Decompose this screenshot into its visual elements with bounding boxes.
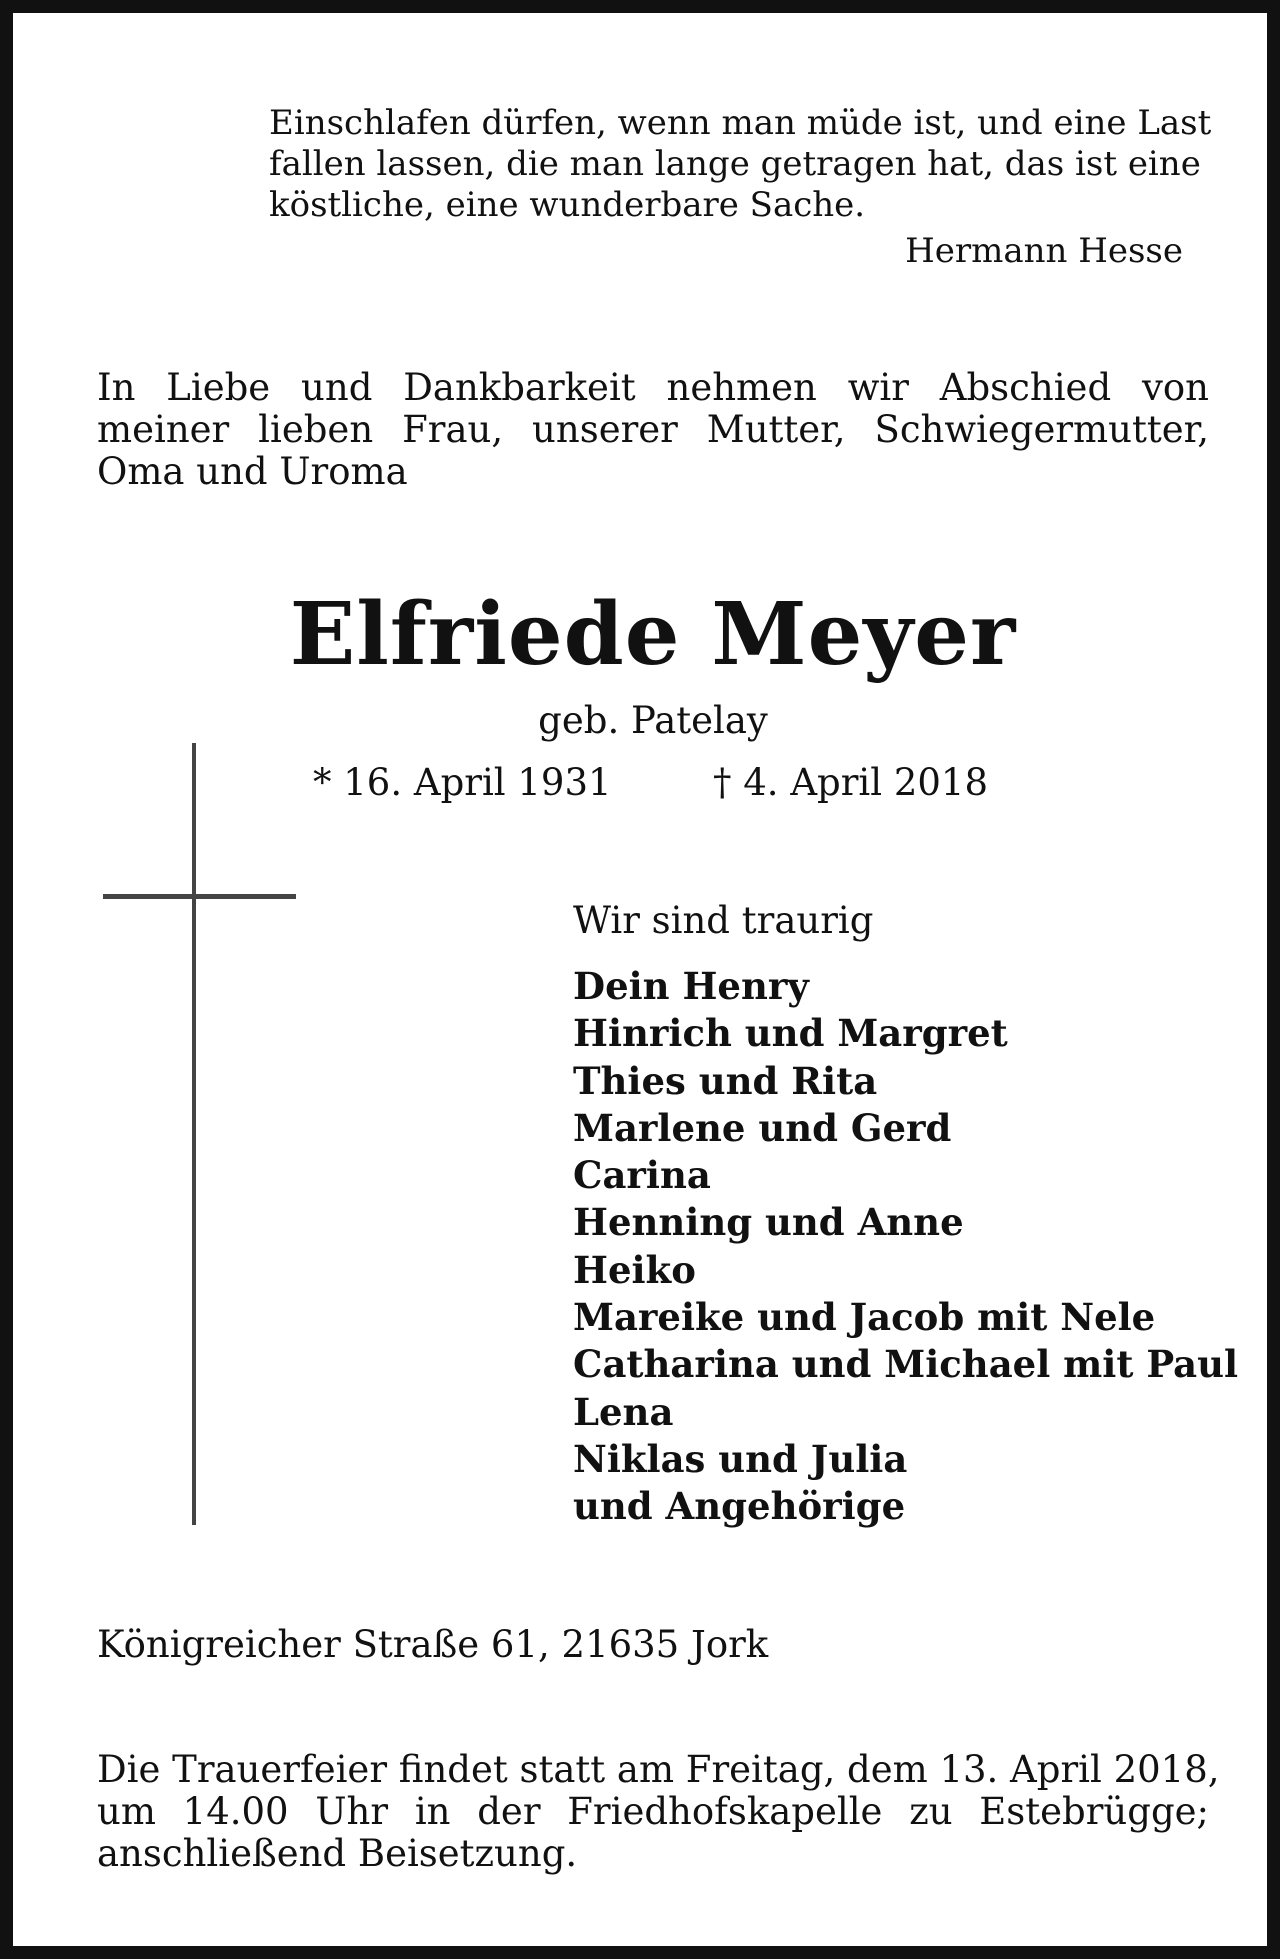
quote-line: köstliche, eine wunderbare Sache. [269, 185, 866, 225]
quote-line: Einschlafen dürfen, wenn man müde ist, und eine Last [269, 103, 1212, 143]
cross-horizontal-bar [103, 894, 296, 899]
mourner-name: Thies und Rita [573, 1058, 878, 1103]
mourner-name: Dein Henry [573, 964, 809, 1008]
quote-author: Hermann Hesse [905, 231, 1183, 271]
service-line: um 14.00 Uhr in der Friedhofskapelle zu Estebrügge; [97, 1790, 1209, 1833]
farewell-intro [97, 367, 1209, 493]
service-line: Die Trauerfeier findet statt am Freitag, dem 13. April 2018, [97, 1748, 1220, 1791]
quote-line: fallen lassen, die man lange getragen hat, das ist eine [269, 144, 1201, 184]
mourners-intro: Wir sind traurig [573, 899, 874, 942]
death-date: † 4. April 2018 [713, 761, 989, 804]
mourner-name: Mareike und Jacob mit Nele [573, 1295, 1156, 1340]
cross-vertical-bar [192, 743, 196, 1525]
farewell-intro-line: meiner lieben Frau, unserer Mutter, Schwiegermutter, [97, 408, 1209, 451]
deceased-name: Elfriede Meyer [289, 584, 1017, 685]
mourners-list [573, 963, 1238, 1531]
service-line: anschließend Beisetzung. [97, 1832, 578, 1875]
mourner-name: Catharina und Michael mit Paul [573, 1342, 1239, 1387]
mourner-name: und Angehörige [573, 1484, 906, 1529]
mourner-name: Hinrich und Margret [573, 1011, 1008, 1056]
mourner-name: Marlene und Gerd [573, 1105, 952, 1150]
farewell-intro-line: In Liebe und Dankbarkeit nehmen wir Abschied von [97, 366, 1209, 409]
mourner-name: Heiko [573, 1247, 696, 1292]
farewell-intro-line: Oma und Uroma [97, 450, 408, 493]
family-address: Königreicher Straße 61, 21635 Jork [97, 1623, 769, 1666]
maiden-name: geb. Patelay [538, 699, 768, 742]
funeral-service-info [97, 1748, 1220, 1875]
mourner-name: Henning und Anne [573, 1200, 964, 1245]
mourner-name: Niklas und Julia [573, 1436, 908, 1481]
mourner-name: Lena [573, 1389, 674, 1434]
birth-date: * 16. April 1931 [313, 761, 612, 804]
quote [269, 103, 1212, 226]
mourner-name: Carina [573, 1153, 711, 1198]
